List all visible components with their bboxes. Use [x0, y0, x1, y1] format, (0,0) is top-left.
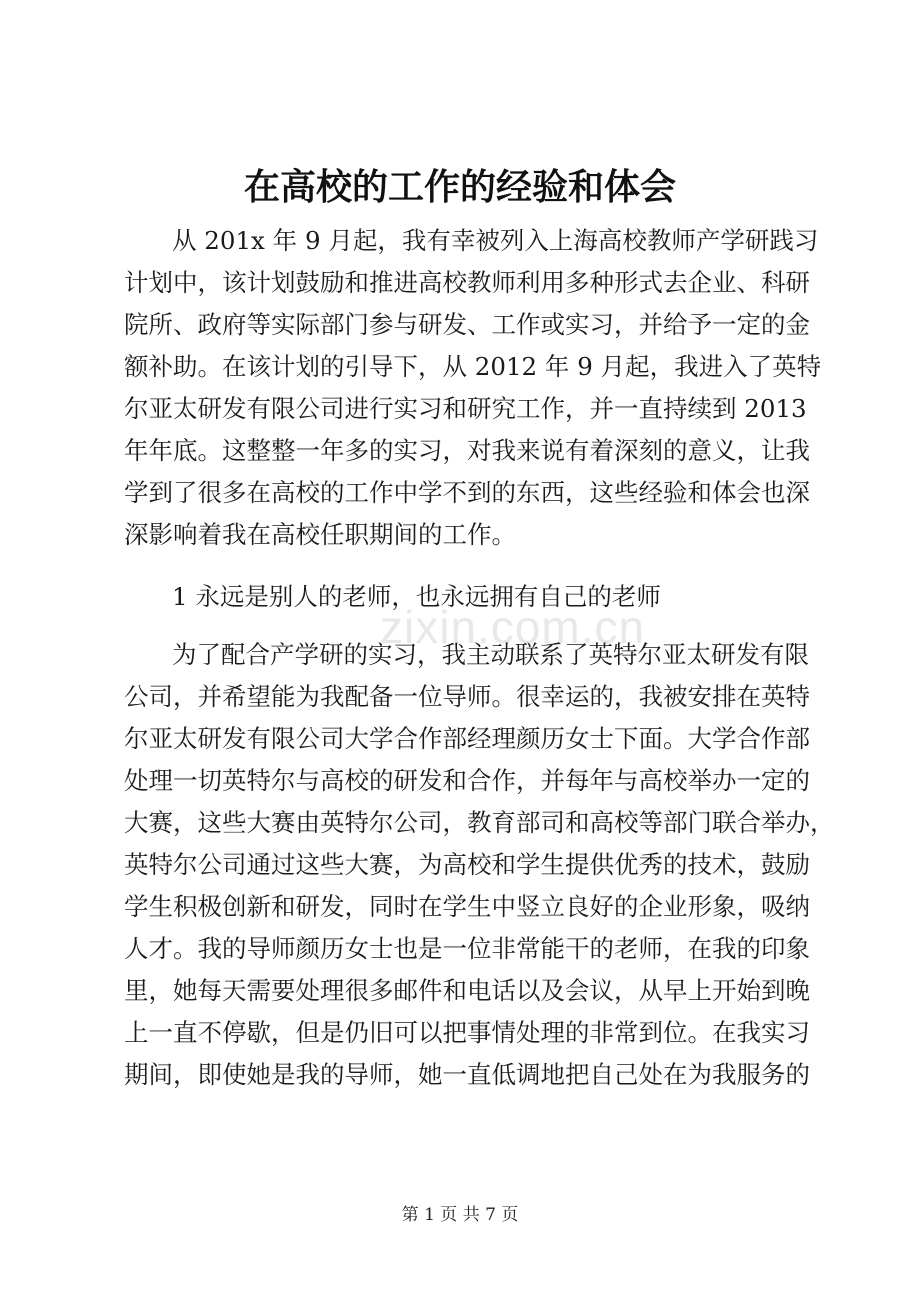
paragraph-line: 尔亚太研发有限公司大学合作部经理颜历女士下面。大学合作部 [124, 724, 810, 753]
paragraph-line: 额补助。在该计划的引导下，从 2012 年 9 月起，我进入了英特 [124, 352, 822, 381]
section-heading: 1 永远是别人的老师，也永远拥有自己的老师 [172, 582, 661, 611]
paragraph-line: 院所、政府等实际部门参与研发、工作或实习，并给予一定的金 [124, 310, 810, 339]
paragraph-line: 学到了很多在高校的工作中学不到的东西，这些经验和体会也深 [124, 478, 810, 507]
paragraph-line: 深影响着我在高校任职期间的工作。 [124, 520, 516, 549]
paragraph-line: 人才。我的导师颜历女士也是一位非常能干的老师，在我的印象 [124, 934, 810, 963]
paragraph-line: 计划中，该计划鼓励和推进高校教师利用多种形式去企业、科研 [124, 268, 810, 297]
paragraph-line: 英特尔公司通过这些大赛，为高校和学生提供优秀的技术，鼓励 [124, 850, 810, 879]
paragraph-line: 公司，并希望能为我配备一位导师。很幸运的，我被安排在英特 [124, 682, 810, 711]
paragraph-line: 里，她每天需要处理很多邮件和电话以及会议，从早上开始到晚 [124, 976, 810, 1005]
paragraph-line: 上一直不停歇，但是仍旧可以把事情处理的非常到位。在我实习 [124, 1018, 810, 1047]
paragraph-line: 尔亚太研发有限公司进行实习和研究工作，并一直持续到 2013 [124, 394, 807, 423]
paragraph-line: 期间，即使她是我的导师，她一直低调地把自己处在为我服务的 [124, 1060, 810, 1089]
page-footer: 第 1 页 共 7 页 [401, 1205, 519, 1225]
paragraph-line: 处理一切英特尔与高校的研发和合作，并每年与高校举办一定的 [124, 766, 810, 795]
paragraph-line: 为了配合产学研的实习，我主动联系了英特尔亚太研发有限 [172, 640, 809, 669]
paragraph-line: 从 201x 年 9 月起，我有幸被列入上海高校教师产学研践习 [172, 226, 819, 255]
paragraph-line: 大赛，这些大赛由英特尔公司，教育部司和高校等部门联合举办， [124, 808, 835, 837]
watermark: zixin.com.cn [380, 601, 646, 653]
paragraph-line: 学生积极创新和研发，同时在学生中竖立良好的企业形象，吸纳 [124, 892, 810, 921]
document-title: 在高校的工作的经验和体会 [243, 166, 676, 208]
paragraph-line: 年年底。这整整一年多的实习，对我来说有着深刻的意义，让我 [124, 436, 810, 465]
